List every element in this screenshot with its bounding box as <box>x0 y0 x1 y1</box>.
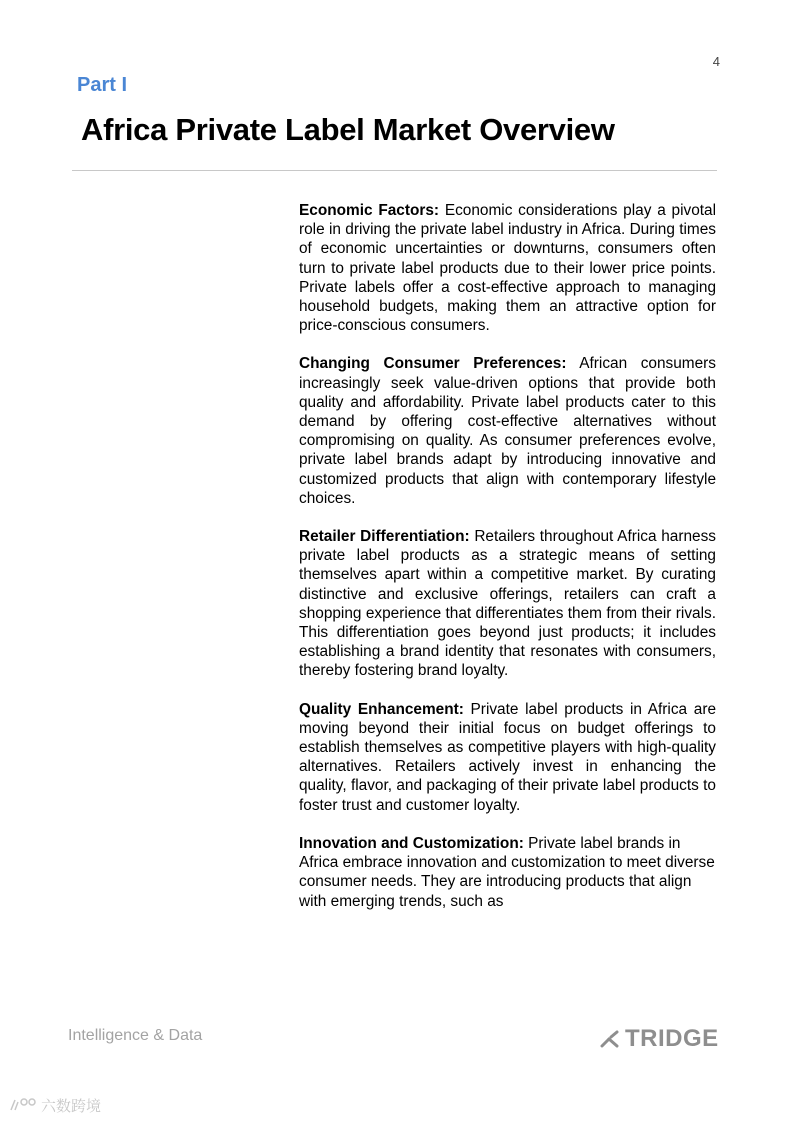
section-body: Private label products in Africa are moving beyond their initial focus on budget offerings to establish themselves as competitive players with high-quality alternatives. Retailers actively invest in enhancing the quality, flavor, and packaging of their private label products to foster trust and customer loyalty. <box>299 700 716 814</box>
section-heading: Changing Consumer Preferences: <box>299 355 567 373</box>
section-economic-factors <box>299 201 716 335</box>
footer-label: Intelligence & Data <box>68 1027 203 1044</box>
section-heading: Retailer Differentiation: <box>299 528 470 546</box>
section-heading: Quality Enhancement: <box>299 700 464 718</box>
content-column <box>299 201 716 930</box>
part-label: Part I <box>77 74 128 96</box>
tridge-brand-logo <box>600 1025 719 1053</box>
tridge-logo-icon <box>600 1029 620 1049</box>
brand-name: TRIDGE <box>625 1025 719 1052</box>
section-heading: Innovation and Customization: <box>299 834 524 852</box>
section-retailer-differentiation <box>299 527 716 681</box>
section-body: African consumers increasingly seek value-driven options that provide both quality and affordability. Private label products cater to this demand by offering cost-effective alternatives without compromising on quality. As consumer preferences evolve, private label brands adapt by introducing innovative and customized products that align with contemporary lifestyle choices. <box>299 355 717 507</box>
section-changing-consumer-preferences <box>299 354 716 508</box>
section-innovation-and-customization <box>299 834 716 911</box>
watermark-logo-icon <box>8 1096 38 1114</box>
section-body: Private label brands in Africa embrace innovation and customization to meet diverse consumer needs. They are introducing products that align with emerging trends, such as <box>299 834 715 910</box>
watermark-text: 六数跨境 <box>41 1097 102 1115</box>
section-body: Economic considerations play a pivotal role in driving the private label industry in Africa. During times of economic uncertainties or downturns, consumers often turn to private label products due to their lower price points. Private labels offer a cost-effective approach to managing household budgets, making them an attractive option for price-conscious consumers. <box>299 202 717 335</box>
watermark <box>8 1095 101 1115</box>
title-divider <box>72 170 717 171</box>
section-body: Retailers throughout Africa harness private label products as a strategic means of setting themselves apart within a competitive market. By curating distinctive and exclusive offerings, retailers can craft a shopping experience that differentiates them from their rivals. This differentiation goes beyond just products; it includes establishing a brand identity that resonates with consumers, thereby fostering brand loyalty. <box>299 528 716 680</box>
section-heading: Economic Factors: <box>299 202 440 219</box>
section-quality-enhancement <box>299 700 716 815</box>
page-title: Africa Private Label Market Overview <box>81 112 615 147</box>
page-number: 4 <box>712 54 720 69</box>
